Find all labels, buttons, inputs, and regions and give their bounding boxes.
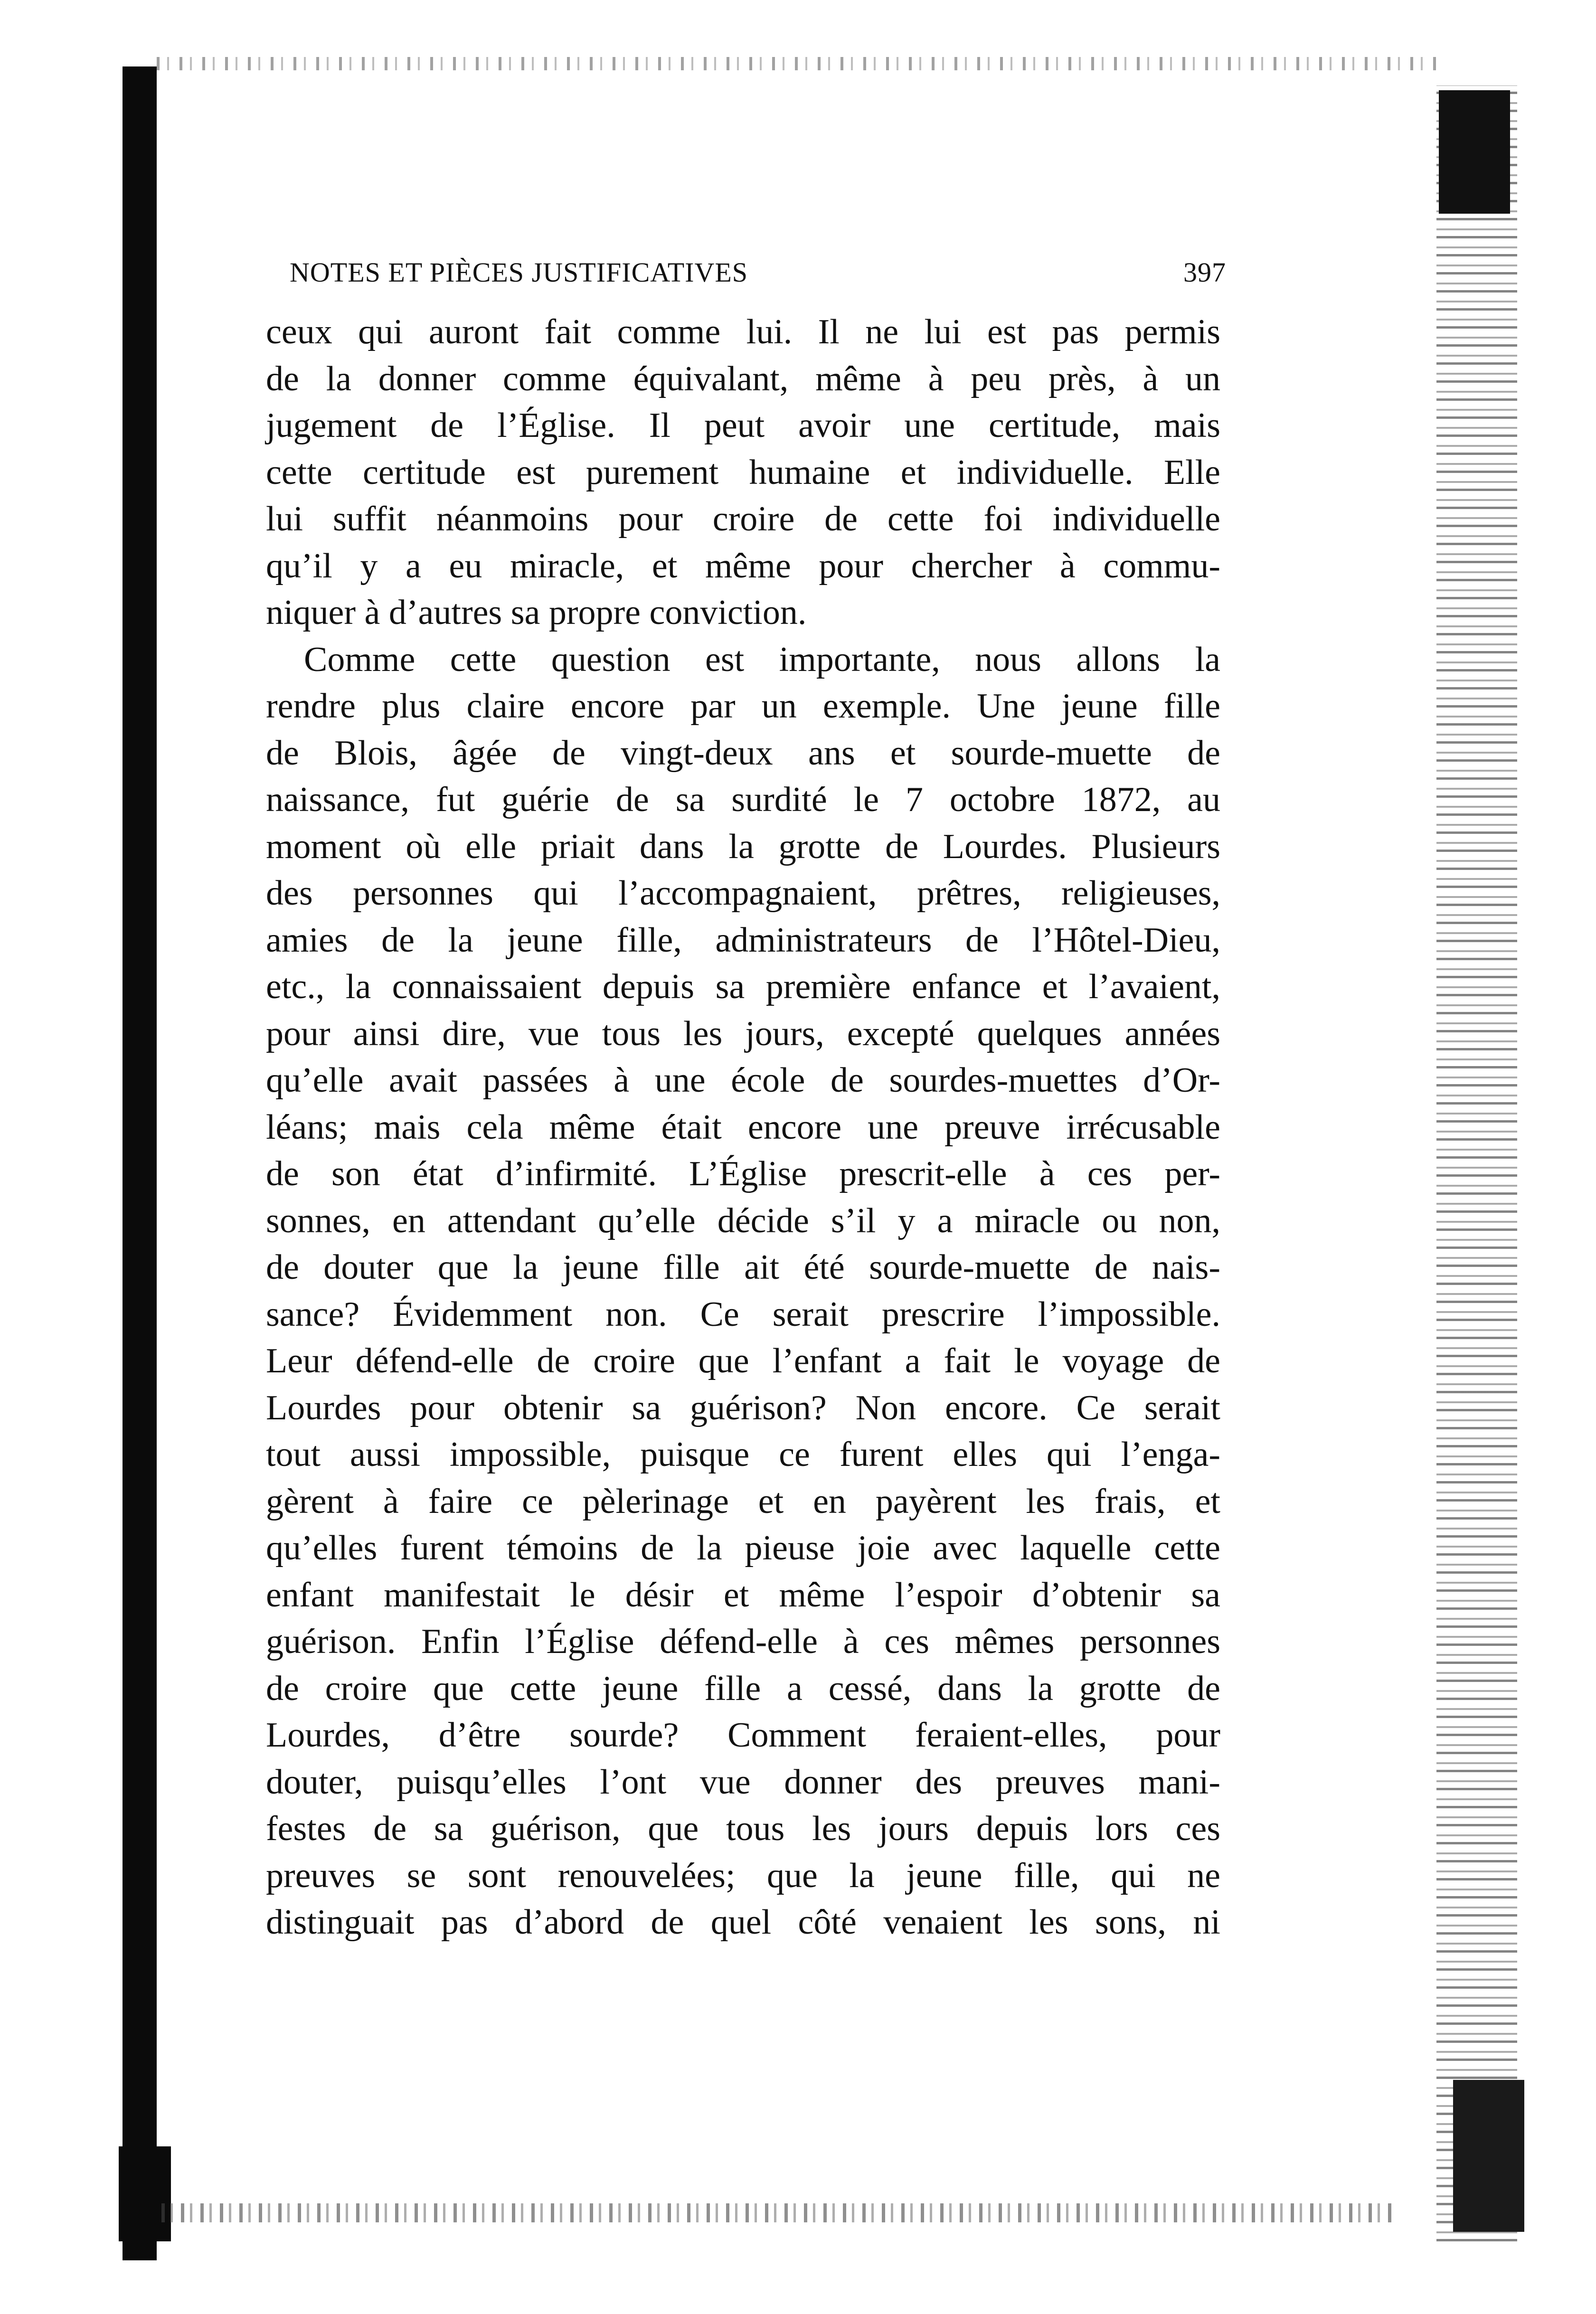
text-line: sonnes, en attendant qu’elle décide s’il y a miracle ou non,: [266, 1201, 1220, 1240]
book-page: [266, 256, 1226, 1946]
scan-right-block-bottom: [1453, 2080, 1524, 2232]
scan-right-edge: [1436, 85, 1517, 2241]
text-line: moment où elle priait dans la grotte de Lourdes. Plusieurs: [266, 827, 1220, 866]
body-text: [266, 309, 1220, 1946]
text-line: des personnes qui l’accompagnaient, prêtres, religieuses,: [266, 874, 1220, 913]
text-line: de croire que cette jeune fille a cessé, dans la grotte de: [266, 1669, 1220, 1708]
text-line: preuves se sont renouvelées; que la jeune fille, qui ne: [266, 1856, 1220, 1895]
text-line: festes de sa guérison, que tous les jours depuis lors ces: [266, 1809, 1220, 1848]
text-line: rendre plus claire encore par un exemple. Une jeune fille: [266, 687, 1220, 726]
text-line: Lourdes, d’être sourde? Comment feraient-elles, pour: [266, 1716, 1220, 1755]
text-line: Comme cette question est importante, nous allons la: [304, 640, 1220, 679]
text-line: tout aussi impossible, puisque ce furent elles qui l’enga-: [266, 1435, 1220, 1474]
text-line: douter, puisqu’elles l’ont vue donner des preuves mani-: [266, 1762, 1220, 1802]
text-line: pour ainsi dire, vue tous les jours, excepté quelques années: [266, 1014, 1220, 1053]
text-line: qu’elles furent témoins de la pieuse joie avec laquelle cette: [266, 1529, 1220, 1568]
scan-bottom-noise: [161, 2203, 1396, 2222]
text-line: Leur défend-elle de croire que l’enfant a fait le voyage de: [266, 1341, 1220, 1380]
text-line: etc., la connaissaient depuis sa première enfance et l’avaient,: [266, 967, 1220, 1006]
text-line: léans; mais cela même était encore une preuve irrécusable: [266, 1107, 1220, 1147]
scan-top-noise: [157, 57, 1439, 70]
text-line: lui suffit néanmoins pour croire de cette foi individuelle: [266, 500, 1220, 538]
text-line: de Blois, âgée de vingt-deux ans et sourde-muette de: [266, 733, 1220, 773]
page-number: 397: [1183, 257, 1226, 288]
text-line: jugement de l’Église. Il peut avoir une certitude, mais: [266, 406, 1220, 445]
text-line: de son état d’infirmité. L’Église prescrit-elle à ces per-: [266, 1154, 1220, 1193]
text-line: enfant manifestait le désir et même l’espoir d’obtenir sa: [266, 1575, 1220, 1615]
text-line: de la donner comme équivalant, même à peu près, à un: [266, 359, 1220, 398]
text-line: distinguait pas d’abord de quel côté venaient les sons, ni: [266, 1903, 1220, 1942]
text-line: qu’elle avait passées à une école de sourdes-muettes d’Or-: [266, 1061, 1220, 1100]
text-line: guérison. Enfin l’Église défend-elle à ces mêmes personnes: [266, 1622, 1220, 1661]
text-line: niquer à d’autres sa propre conviction.: [266, 593, 807, 632]
text-line: Lourdes pour obtenir sa guérison? Non encore. Ce serait: [266, 1388, 1220, 1427]
scan-right-block-top: [1439, 90, 1510, 214]
text-line: cette certitude est purement humaine et individuelle. Elle: [266, 453, 1220, 492]
text-line: gèrent à faire ce pèlerinage et en payèrent les frais, et: [266, 1482, 1220, 1521]
running-title: NOTES ET PIÈCES JUSTIFICATIVES: [290, 257, 748, 288]
text-line: amies de la jeune fille, administrateurs de l’Hôtel-Dieu,: [266, 920, 1220, 960]
text-line: sance? Évidemment non. Ce serait prescrire l’impossible.: [266, 1294, 1220, 1334]
text-line: qu’il y a eu miracle, et même pour chercher à commu-: [266, 546, 1220, 586]
scan-left-border: [123, 66, 157, 2260]
scan-left-border-foot: [119, 2146, 171, 2241]
text-line: ceux qui auront fait comme lui. Il ne lui est pas permis: [266, 312, 1220, 351]
text-line: naissance, fut guérie de sa surdité le 7 octobre 1872, au: [266, 780, 1220, 819]
running-head: [266, 256, 1226, 309]
text-line: de douter que la jeune fille ait été sourde-muette de nais-: [266, 1248, 1220, 1287]
